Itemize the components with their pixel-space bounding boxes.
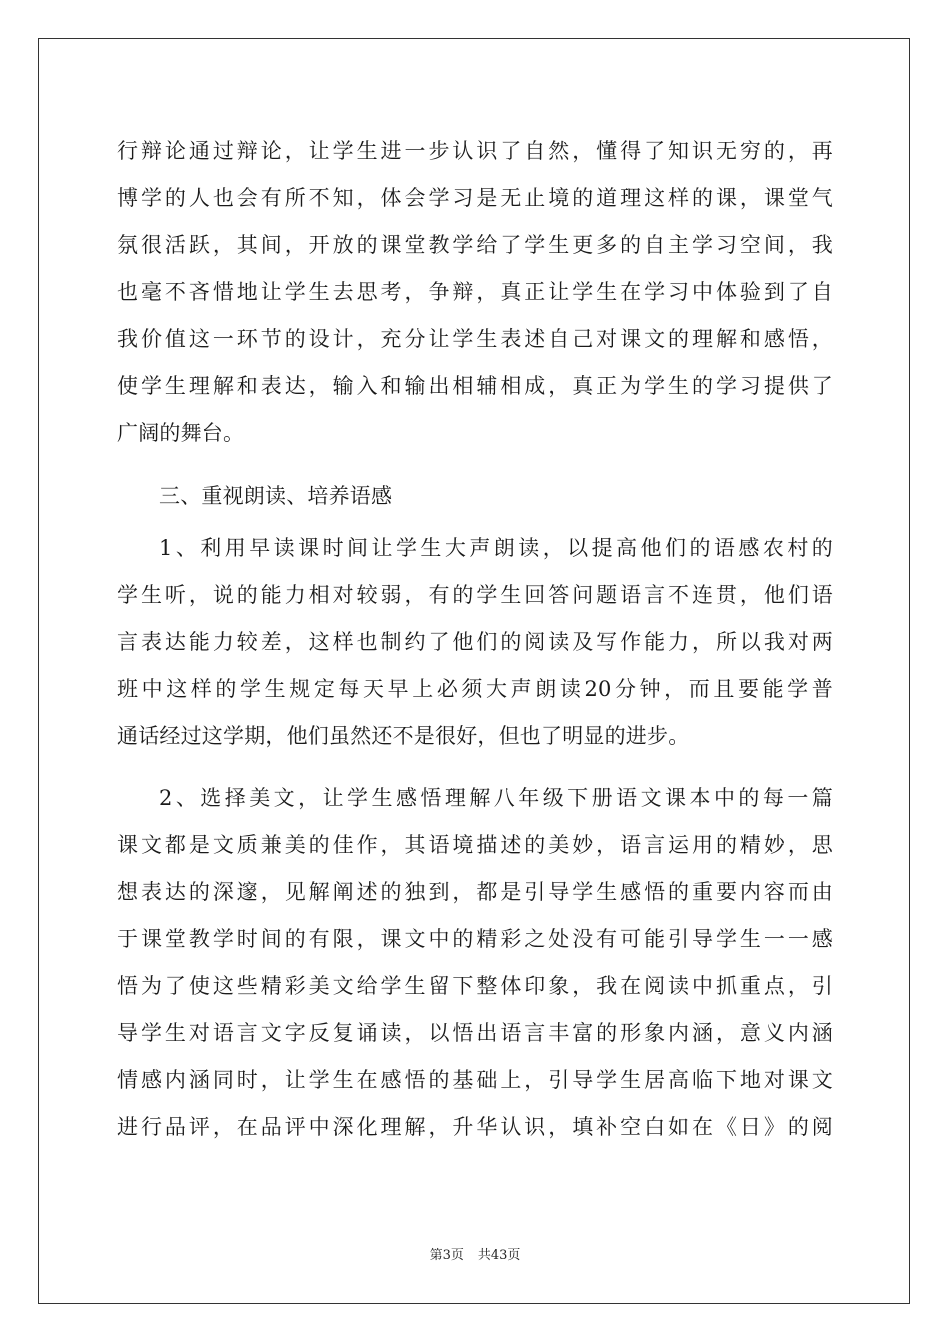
body-text-line: 想表达的深邃，见解阐述的独到，都是引导学生感悟的重要内容而由 [117,880,833,904]
body-text-line: 博学的人也会有所不知，体会学习是无止境的道理这样的课，课堂气 [117,186,833,210]
page-total: 共43页 [477,1248,521,1263]
body-text-line: 我价值这一环节的设计，充分让学生表述自己对课文的理解和感悟， [117,327,833,351]
body-text-line: 情感内涵同时，让学生在感悟的基础上，引导学生居高临下地对课文 [117,1068,833,1092]
page-number: 第3页 [429,1248,464,1263]
body-text-line: 于课堂教学时间的有限，课文中的精彩之处没有可能引导学生一一感 [117,927,833,951]
body-text-line: 也毫不吝惜地让学生去思考，争辩，真正让学生在学习中体验到了自 [117,280,833,304]
body-text-line: 通话经过这学期，他们虽然还不是很好，但也了明显的进步。 [117,724,690,748]
body-text-line: 言表达能力较差，这样也制约了他们的阅读及写作能力，所以我对两 [117,630,833,654]
body-text-line: 氛很活跃，其间，开放的课堂教学给了学生更多的自主学习空间，我 [117,233,833,257]
body-text-line: 使学生理解和表达，输入和输出相辅相成，真正为学生的学习提供了 [117,374,833,398]
body-text-line: 导学生对语言文字反复诵读，以悟出语言丰富的形象内涵，意义内涵 [117,1021,833,1045]
body-text-line: 课文都是文质兼美的佳作，其语境描述的美妙，语言运用的精妙，思 [117,833,833,857]
body-text-line: 进行品评，在品评中深化理解，升华认识，填补空白如在《日》的阅 [117,1115,833,1139]
body-text-line: 悟为了使这些精彩美文给学生留下整体印象，我在阅读中抓重点，引 [117,974,833,998]
body-text-line: 广阔的舞台。 [117,421,245,445]
body-text-line: 2、选择美文，让学生感悟理解八年级下册语文课本中的每一篇 [159,786,833,810]
body-text-line: 1、利用早读课时间让学生大声朗读，以提高他们的语感农村的 [159,536,833,560]
page-footer [0,1246,950,1266]
body-text-line: 学生听，说的能力相对较弱，有的学生回答问题语言不连贯，他们语 [117,583,833,607]
body-text-line: 班中这样的学生规定每天早上必须大声朗读20分钟，而且要能学普 [117,677,833,701]
section-heading: 三、重视朗读、培养语感 [159,484,393,508]
body-text-line: 行辩论通过辩论，让学生进一步认识了自然，懂得了知识无穷的，再 [117,139,833,163]
